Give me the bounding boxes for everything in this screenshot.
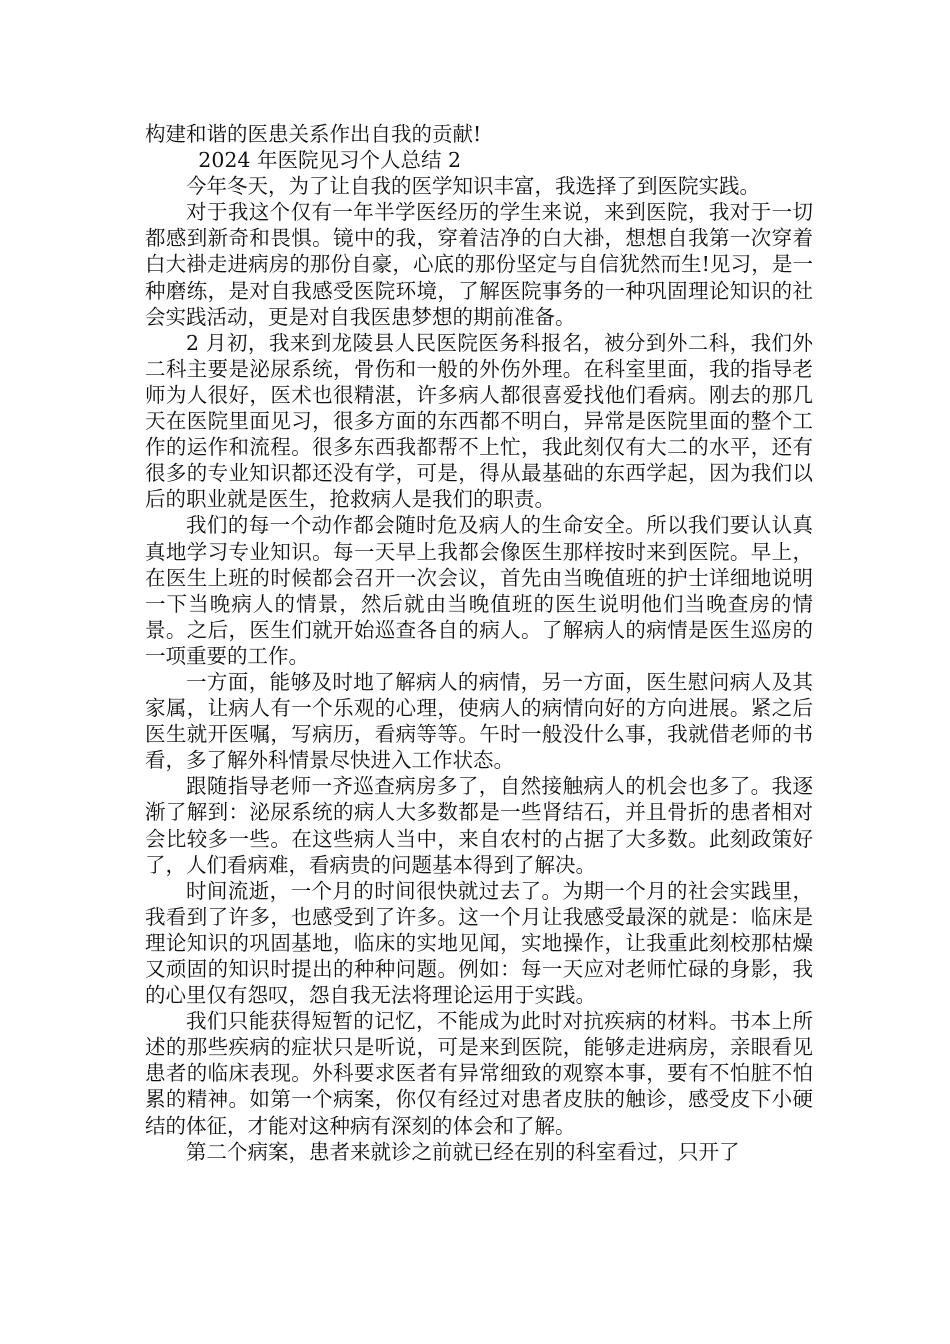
paragraph: 我们的每一个动作都会随时危及病人的生命安全。所以我们要认认真真地学习专业知识。每一天早上我都会像医生那样按时来到医院。早上，在医生上班的时候都会召开一次会议，首先由当晚值班的护士详细地说明一下当晚病人的情景，然后就由当晚值班的医生说明他们当晚查房的情景。之后，医生们就开始巡查各自的病人。了解病人的病情是医生巡房的一项重要的工作。 bbox=[145, 513, 813, 668]
paragraph: 时间流逝，一个月的时间很快就过去了。为期一个月的社会实践里，我看到了许多，也感受到了许多。这一个月让我感受最深的就是：临床是理论知识的巩固基地，临床的实地见闻，实地操作，让我重此刻校那枯燥又顽固的知识时提出的种种问题。例如：每一天应对老师忙碌的身影，我的心里仅有怨叹，怨自我无法将理论运用于实践。 bbox=[145, 878, 813, 1008]
section-title: 2024 年医院见习个人总结 2 bbox=[198, 148, 462, 173]
paragraph: 2 月初，我来到龙陵县人民医院医务科报名，被分到外二科，我们外二科主要是泌尿系统，骨伤和一般的外伤外理。在科室里面，我的指导老师为人很好，医术也很精湛，许多病人都很喜爱找他们看病。刚去的那几天在医院里面见习，很多方面的东西都不明白，异常是医院里面的整个工作的运作和流程。很多东西我都帮不上忙，我此刻仅有大二的水平，还有很多的专业知识都还没有学，可是，得从最基础的东西学起，因为我们以后的职业就是医生，抢救病人是我们的职责。 bbox=[145, 330, 813, 512]
paragraph: 对于我这个仅有一年半学医经历的学生来说，来到医院，我对于一切都感到新奇和畏惧。镜中的我，穿着洁净的白大褂，想想自我第一次穿着白大褂走进病房的那份自豪，心底的那份坚定与自信犹然而生!见习，是一种磨练，是对自我感受医院环境，了解医院事务的一种巩固理论知识的社会实践活动，更是对自我医患梦想的期前准备。 bbox=[145, 200, 813, 329]
paragraph: 一方面，能够及时地了解病人的病情，另一方面，医生慰问病人及其家属，让病人有一个乐观的心理，使病人的病情向好的方向进展。紧之后医生就开医嘱，写病历，看病等等。午时一般没什么事，我就借老师的书看，多了解外科情景尽快进入工作状态。 bbox=[145, 669, 813, 773]
paragraph: 第二个病案，患者来就诊之前就已经在别的科室看过，只开了 bbox=[186, 1139, 740, 1164]
paragraph: 我们只能获得短暂的记忆，不能成为此时对抗疾病的材料。书本上所述的那些疾病的症状只是听说，可是来到医院，能够走进病房，亲眼看见患者的临床表现。外科要求医者有异常细致的观察本事，要有不怕脏不怕累的精神。如第一个病案，你仅有经过对患者皮肤的触诊，感受皮下小硬结的体征，才能对这种病有深刻的体会和了解。 bbox=[145, 1009, 813, 1138]
continuation-line: 构建和谐的医患关系作出自我的贡献! bbox=[145, 122, 482, 146]
paragraph: 今年冬天，为了让自我的医学知识丰富，我选择了到医院实践。 bbox=[186, 174, 760, 199]
document-body bbox=[145, 121, 813, 1165]
paragraph: 跟随指导老师一齐巡查病房多了，自然接触病人的机会也多了。我逐渐了解到：泌尿系统的病人大多数都是一些肾结石，并且骨折的患者相对会比较多一些。在这些病人当中，来自农村的占据了大多数。此刻政策好了，人们看病难，看病贵的问题基本得到了解决。 bbox=[145, 774, 813, 877]
